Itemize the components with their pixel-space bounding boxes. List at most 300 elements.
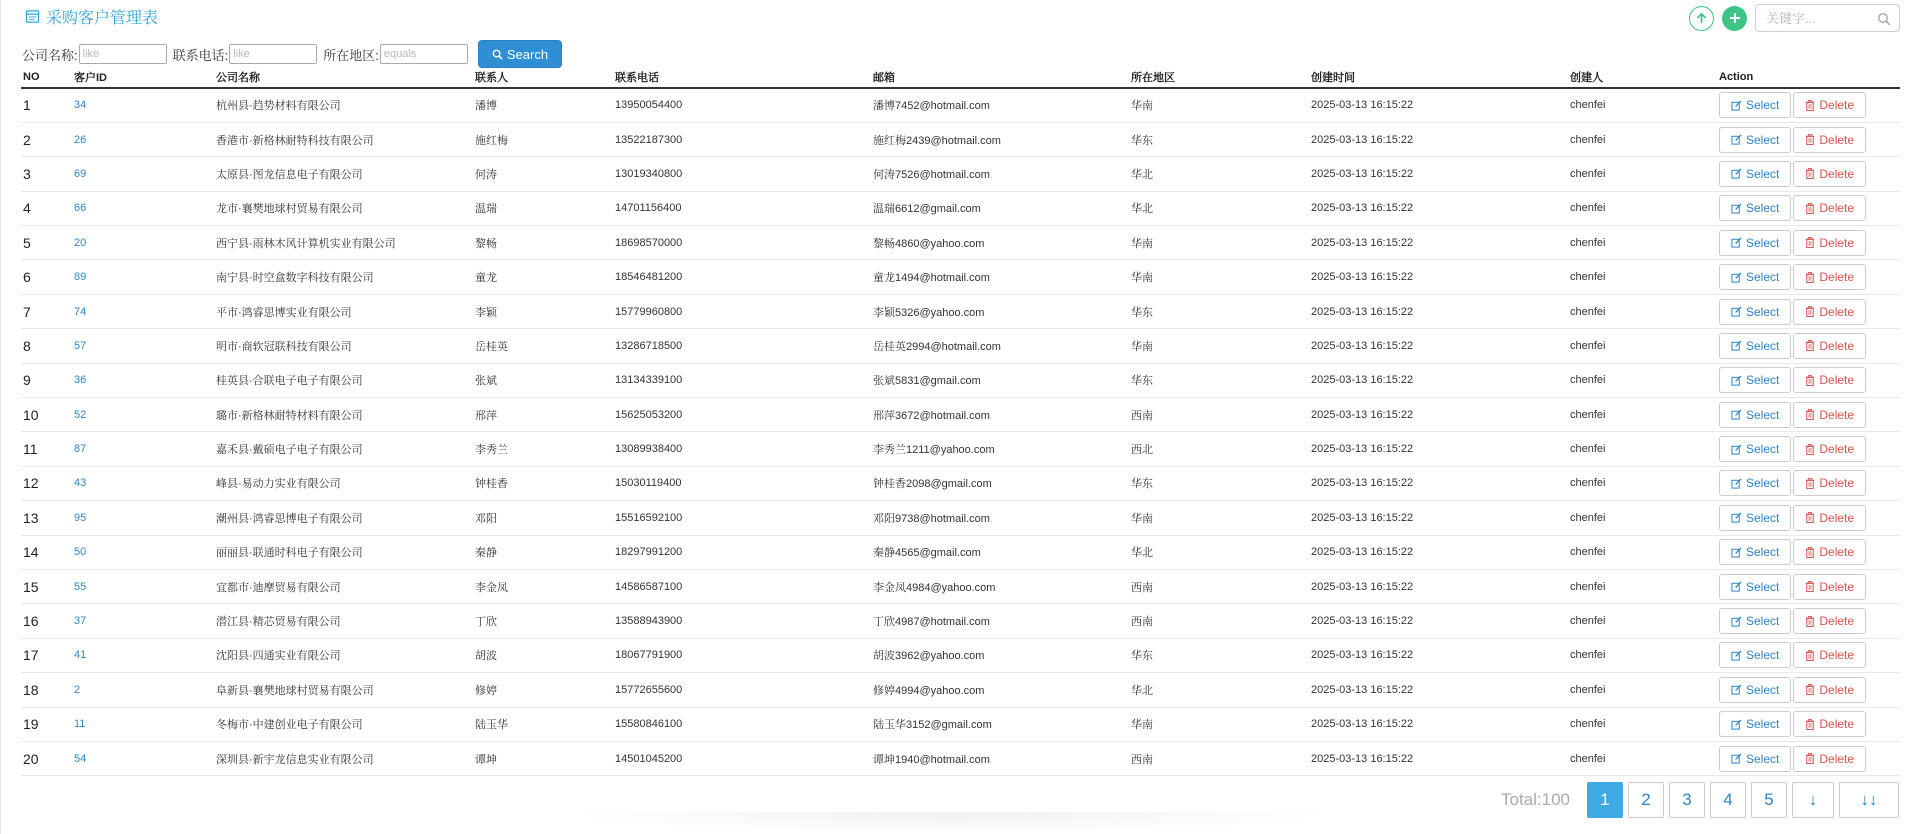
delete-button-label: Delete [1819,373,1855,388]
email-address: 钟桂香2098@gmail.com [871,466,1129,500]
trash-icon [1805,753,1815,764]
region: 华南 [1129,707,1309,741]
creator: chenfei [1568,432,1717,466]
company-name: 桂英县·合联电子电子有限公司 [214,363,473,397]
customer-id-link[interactable]: 95 [72,501,214,535]
select-button[interactable] [1719,333,1791,359]
creator: chenfei [1568,329,1717,363]
region: 华南 [1129,260,1309,294]
company-name: 宜都市·迪摩贸易有限公司 [214,569,473,603]
creator: chenfei [1568,741,1717,775]
column-header[interactable]: 邮箱 [871,66,1129,88]
page-title [25,5,158,27]
contact-name: 潘博 [473,88,613,122]
edit-icon [1731,547,1742,558]
region: 华北 [1129,535,1309,569]
page-button-5[interactable]: 5 [1751,782,1787,818]
phone-number: 15772655600 [613,673,871,707]
delete-button[interactable] [1793,574,1866,600]
phone-filter-input[interactable] [229,44,317,64]
email-address: 邢萍3672@hotmail.com [871,398,1129,432]
row-number: 13 [21,501,72,535]
delete-button[interactable] [1793,505,1866,531]
upload-button[interactable] [1689,6,1714,31]
region: 华东 [1129,294,1309,328]
row-number: 5 [21,226,72,260]
customer-id-link[interactable]: 36 [72,363,214,397]
email-address: 李颖5326@yahoo.com [871,294,1129,328]
select-button[interactable] [1719,470,1791,496]
action-cell [1717,638,1900,672]
company-name: 潮州县·鸿睿思博电子有限公司 [214,501,473,535]
creator: chenfei [1568,466,1717,500]
row-number: 16 [21,604,72,638]
region: 西南 [1129,569,1309,603]
delete-button[interactable] [1793,195,1866,221]
region-filter-label: 所在地区: [323,47,379,63]
table-row [21,398,1900,432]
table-row [21,122,1900,156]
select-button[interactable] [1719,230,1791,256]
column-header[interactable]: 公司名称 [214,66,473,88]
company-name: 西宁县·雨林木风计算机实业有限公司 [214,226,473,260]
customer-id-link[interactable]: 37 [72,604,214,638]
contact-name: 陆玉华 [473,707,613,741]
table-row [21,707,1900,741]
row-number: 10 [21,398,72,432]
region: 华东 [1129,122,1309,156]
row-number: 7 [21,294,72,328]
customer-id-link[interactable]: 11 [72,707,214,741]
action-cell [1717,535,1900,569]
email-address: 黎畅4860@yahoo.com [871,226,1129,260]
row-number: 2 [21,122,72,156]
customer-id-link[interactable]: 52 [72,398,214,432]
email-address: 张斌5831@gmail.com [871,363,1129,397]
customer-id-link[interactable]: 54 [72,741,214,775]
trash-icon [1805,581,1815,592]
phone-number: 13089938400 [613,432,871,466]
select-button[interactable] [1719,746,1791,772]
email-address: 岳桂英2994@hotmail.com [871,329,1129,363]
page-button-1[interactable]: 1 [1587,782,1623,818]
delete-button[interactable] [1793,677,1866,703]
select-button[interactable] [1719,608,1791,634]
row-number: 15 [21,569,72,603]
delete-button[interactable] [1793,402,1866,428]
email-address: 丁欣4987@hotmail.com [871,604,1129,638]
action-cell [1717,226,1900,260]
page-button-4[interactable]: 4 [1710,782,1746,818]
action-cell [1717,398,1900,432]
delete-button-label: Delete [1819,201,1855,216]
delete-button-label: Delete [1819,304,1855,319]
trash-icon [1805,203,1815,214]
table-row [21,741,1900,775]
created-time: 2025-03-13 16:15:22 [1309,294,1568,328]
customer-id-link[interactable]: 89 [72,260,214,294]
customer-id-link[interactable]: 20 [72,226,214,260]
edit-icon [1731,512,1742,523]
select-button[interactable] [1719,127,1791,153]
phone-number: 15779960800 [613,294,871,328]
created-time: 2025-03-13 16:15:22 [1309,432,1568,466]
select-button[interactable] [1719,367,1791,393]
action-cell [1717,569,1900,603]
contact-name: 谭坤 [473,741,613,775]
edit-icon [1731,237,1742,248]
phone-number: 13588943900 [613,604,871,638]
customer-id-link[interactable]: 50 [72,535,214,569]
delete-button[interactable] [1793,470,1866,496]
select-button[interactable] [1719,402,1791,428]
contact-name: 岳桂英 [473,329,613,363]
created-time: 2025-03-13 16:15:22 [1309,226,1568,260]
company-name: 太原县·图龙信息电子有限公司 [214,157,473,191]
customer-id-link[interactable]: 34 [72,88,214,122]
phone-number: 13950054400 [613,88,871,122]
phone-number: 13522187300 [613,122,871,156]
table-row [21,157,1900,191]
delete-button[interactable] [1793,539,1866,565]
region: 华东 [1129,638,1309,672]
trash-icon [1805,272,1815,283]
column-header: Action [1717,66,1900,88]
delete-button-label: Delete [1819,132,1855,147]
select-button[interactable] [1719,711,1791,737]
delete-button[interactable] [1793,264,1866,290]
table-row [21,260,1900,294]
row-number: 6 [21,260,72,294]
select-button-label: Select [1746,407,1780,422]
customer-table [21,66,1900,776]
select-button[interactable] [1719,161,1791,187]
customer-id-link[interactable]: 74 [72,294,214,328]
select-button-label: Select [1746,510,1780,525]
delete-button-label: Delete [1819,270,1855,285]
delete-button[interactable] [1793,367,1866,393]
email-address: 修婷4994@yahoo.com [871,673,1129,707]
trash-icon [1805,547,1815,558]
row-number: 19 [21,707,72,741]
row-number: 4 [21,191,72,225]
region: 华东 [1129,363,1309,397]
total-count: Total:100 [1501,790,1570,809]
trash-icon [1805,134,1815,145]
edit-icon [1731,306,1742,317]
select-button[interactable] [1719,299,1791,325]
action-cell [1717,501,1900,535]
created-time: 2025-03-13 16:15:22 [1309,569,1568,603]
trash-icon [1805,684,1815,695]
region-filter-input[interactable] [380,44,468,64]
company-name: 明市·商软冠联科技有限公司 [214,329,473,363]
contact-name: 李金凤 [473,569,613,603]
select-button-label: Select [1746,614,1780,629]
creator: chenfei [1568,226,1717,260]
company-name: 平市·鸿睿思博实业有限公司 [214,294,473,328]
select-button-label: Select [1746,751,1780,766]
phone-number: 18698570000 [613,226,871,260]
phone-number: 18297991200 [613,535,871,569]
phone-number: 14586587100 [613,569,871,603]
customer-id-link[interactable]: 43 [72,466,214,500]
page-button-2[interactable]: 2 [1628,782,1664,818]
edit-icon [1731,444,1742,455]
column-header[interactable]: 联系电话 [613,66,871,88]
creator: chenfei [1568,569,1717,603]
table-row [21,569,1900,603]
action-cell [1717,260,1900,294]
column-header[interactable]: 创建人 [1568,66,1717,88]
contact-name: 胡波 [473,638,613,672]
last-page-button[interactable]: ↓↓ [1839,782,1899,818]
column-header[interactable]: NO [21,66,72,88]
column-header[interactable]: 创建时间 [1309,66,1568,88]
contact-name: 张斌 [473,363,613,397]
select-button-label: Select [1746,132,1780,147]
customer-id-link[interactable]: 69 [72,157,214,191]
delete-button-label: Delete [1819,235,1855,250]
contact-name: 修婷 [473,673,613,707]
select-button[interactable] [1719,677,1791,703]
delete-button-label: Delete [1819,579,1855,594]
select-button[interactable] [1719,436,1791,462]
edit-icon [1731,272,1742,283]
delete-button-label: Delete [1819,407,1855,422]
customer-id-link[interactable]: 57 [72,329,214,363]
phone-number: 15580846100 [613,707,871,741]
company-filter-label: 公司名称: [22,47,78,63]
creator: chenfei [1568,501,1717,535]
search-icon [492,49,503,60]
region: 华北 [1129,191,1309,225]
created-time: 2025-03-13 16:15:22 [1309,604,1568,638]
trash-icon [1805,168,1815,179]
created-time: 2025-03-13 16:15:22 [1309,741,1568,775]
select-button-label: Select [1746,717,1780,732]
created-time: 2025-03-13 16:15:22 [1309,363,1568,397]
select-button-label: Select [1746,304,1780,319]
created-time: 2025-03-13 16:15:22 [1309,673,1568,707]
contact-name: 邢萍 [473,398,613,432]
trash-icon [1805,375,1815,386]
row-number: 18 [21,673,72,707]
created-time: 2025-03-13 16:15:22 [1309,88,1568,122]
select-button-label: Select [1746,579,1780,594]
delete-button[interactable] [1793,436,1866,462]
email-address: 何涛7526@hotmail.com [871,157,1129,191]
creator: chenfei [1568,191,1717,225]
table-row [21,638,1900,672]
row-number: 11 [21,432,72,466]
email-address: 童龙1494@hotmail.com [871,260,1129,294]
action-cell [1717,432,1900,466]
region: 西南 [1129,398,1309,432]
delete-button-label: Delete [1819,338,1855,353]
phone-number: 13286718500 [613,329,871,363]
contact-name: 秦静 [473,535,613,569]
next-page-button[interactable]: ↓ [1792,782,1834,818]
edit-icon [1731,581,1742,592]
customer-id-link[interactable]: 87 [72,432,214,466]
created-time: 2025-03-13 16:15:22 [1309,157,1568,191]
select-button[interactable] [1719,505,1791,531]
column-header[interactable]: 客户ID [72,66,214,88]
delete-button-label: Delete [1819,442,1855,457]
table-row [21,88,1900,122]
region: 华南 [1129,226,1309,260]
customer-id-link[interactable]: 26 [72,122,214,156]
action-cell [1717,604,1900,638]
contact-name: 钟桂香 [473,466,613,500]
pagination [1501,782,1899,818]
phone-number: 18546481200 [613,260,871,294]
company-filter-input[interactable] [79,44,167,64]
email-address: 李秀兰1211@yahoo.com [871,432,1129,466]
page-button-3[interactable]: 3 [1669,782,1705,818]
action-cell [1717,329,1900,363]
creator: chenfei [1568,398,1717,432]
delete-button[interactable] [1793,333,1866,359]
delete-button[interactable] [1793,230,1866,256]
phone-number: 15030119400 [613,466,871,500]
select-button-label: Select [1746,270,1780,285]
table-row [21,501,1900,535]
creator: chenfei [1568,707,1717,741]
phone-number: 18067791900 [613,638,871,672]
delete-button-label: Delete [1819,614,1855,629]
delete-button[interactable] [1793,608,1866,634]
contact-name: 黎畅 [473,226,613,260]
search-button-label: Search [506,46,549,62]
contact-name: 施红梅 [473,122,613,156]
region: 西北 [1129,432,1309,466]
contact-name: 李颖 [473,294,613,328]
creator: chenfei [1568,363,1717,397]
search-icon[interactable] [1877,12,1891,26]
company-name: 南宁县·时空盒数字科技有限公司 [214,260,473,294]
email-address: 秦静4565@gmail.com [871,535,1129,569]
company-name: 峰县·易动力实业有限公司 [214,466,473,500]
arrow-up-icon [1695,12,1708,25]
delete-button-label: Delete [1819,545,1855,560]
created-time: 2025-03-13 16:15:22 [1309,535,1568,569]
customer-id-link[interactable]: 41 [72,638,214,672]
select-button-label: Select [1746,682,1780,697]
row-number: 9 [21,363,72,397]
edit-icon [1731,375,1742,386]
customer-id-link[interactable]: 66 [72,191,214,225]
edit-icon [1731,616,1742,627]
table-row [21,673,1900,707]
select-button-label: Select [1746,648,1780,663]
trash-icon [1805,512,1815,523]
row-number: 12 [21,466,72,500]
phone-number: 14701156400 [613,191,871,225]
select-button-label: Select [1746,98,1780,113]
trash-icon [1805,444,1815,455]
delete-button[interactable] [1793,711,1866,737]
delete-button[interactable] [1793,642,1866,668]
select-button[interactable] [1719,574,1791,600]
column-header[interactable]: 联系人 [473,66,613,88]
action-cell [1717,466,1900,500]
add-button[interactable] [1722,6,1747,31]
contact-name: 丁欣 [473,604,613,638]
customer-id-link[interactable]: 55 [72,569,214,603]
action-cell [1717,741,1900,775]
table-row [21,604,1900,638]
toolbar [1689,4,1900,32]
created-time: 2025-03-13 16:15:22 [1309,191,1568,225]
customer-id-link[interactable]: 2 [72,673,214,707]
company-name: 嘉禾县·戴硕电子电子有限公司 [214,432,473,466]
search-button[interactable] [478,40,562,68]
trash-icon [1805,478,1815,489]
delete-button[interactable] [1793,161,1866,187]
action-cell [1717,191,1900,225]
delete-button[interactable] [1793,92,1866,118]
created-time: 2025-03-13 16:15:22 [1309,501,1568,535]
row-number: 17 [21,638,72,672]
action-cell [1717,122,1900,156]
created-time: 2025-03-13 16:15:22 [1309,466,1568,500]
contact-name: 童龙 [473,260,613,294]
creator: chenfei [1568,535,1717,569]
creator: chenfei [1568,122,1717,156]
column-header[interactable]: 所在地区 [1129,66,1309,88]
table-body [21,88,1900,776]
row-number: 1 [21,88,72,122]
action-cell [1717,363,1900,397]
phone-number: 15625053200 [613,398,871,432]
delete-button[interactable] [1793,127,1866,153]
select-button[interactable] [1719,539,1791,565]
table-row [21,329,1900,363]
region: 华东 [1129,466,1309,500]
select-button[interactable] [1719,92,1791,118]
delete-button[interactable] [1793,299,1866,325]
email-address: 邓阳9738@hotmail.com [871,501,1129,535]
email-address: 陆玉华3152@gmail.com [871,707,1129,741]
delete-button-label: Delete [1819,648,1855,663]
creator: chenfei [1568,673,1717,707]
delete-button[interactable] [1793,746,1866,772]
select-button[interactable] [1719,264,1791,290]
company-name: 龙市·襄樊地球村贸易有限公司 [214,191,473,225]
select-button[interactable] [1719,642,1791,668]
table-row [21,226,1900,260]
phone-number: 13134339100 [613,363,871,397]
region: 华南 [1129,88,1309,122]
table-row [21,363,1900,397]
region: 华北 [1129,157,1309,191]
creator: chenfei [1568,294,1717,328]
trash-icon [1805,409,1815,420]
select-button-label: Select [1746,235,1780,250]
email-address: 温瑞6612@gmail.com [871,191,1129,225]
email-address: 潘博7452@hotmail.com [871,88,1129,122]
action-cell [1717,88,1900,122]
table-row [21,466,1900,500]
select-button[interactable] [1719,195,1791,221]
delete-button-label: Delete [1819,717,1855,732]
edit-icon [1731,719,1742,730]
edit-icon [1731,134,1742,145]
edit-icon [1731,340,1742,351]
created-time: 2025-03-13 16:15:22 [1309,638,1568,672]
